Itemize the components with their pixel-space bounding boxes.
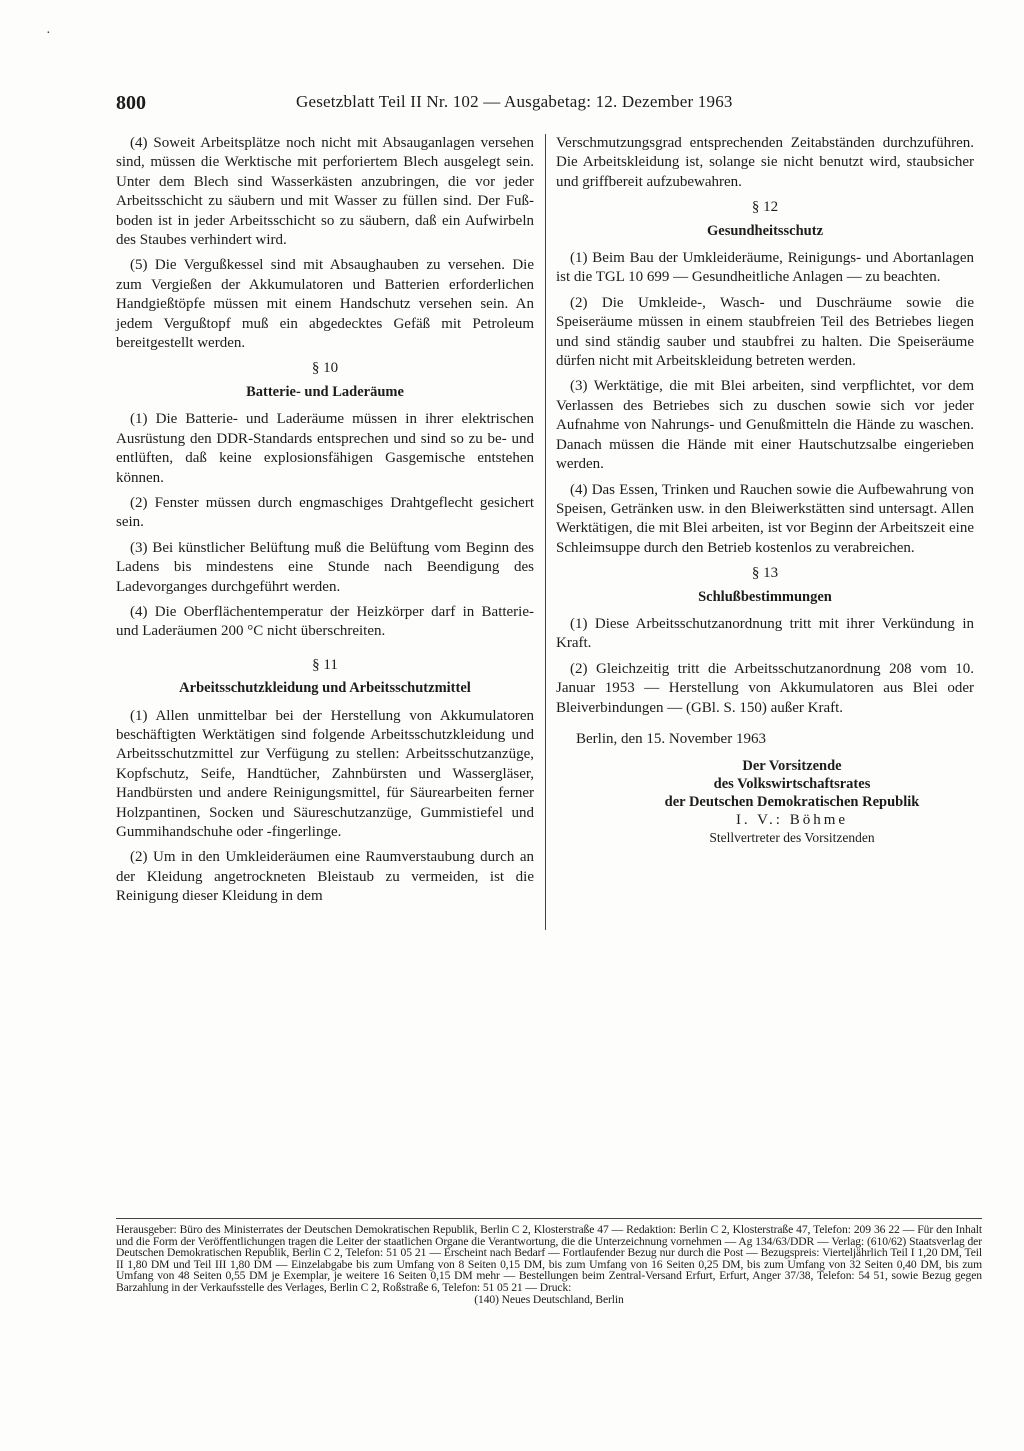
section-13-title: Schlußbestimmungen	[698, 588, 832, 605]
left-column	[116, 134, 534, 913]
paragraph-12-2: (2) Die Umkleide-, Wasch- und Duschräume sowie die Speiseräume müssen in einem staubfreien Teil des Betriebes liegen und sind ständig sauber und staubfrei zu halten. Die Speiseräume dürfen nicht mit Arbeitskleidung betreten werden.	[556, 294, 974, 370]
paragraph-13-1: (1) Diese Arbeitsschutzanordnung tritt mit ihrer Verkündung in Kraft.	[556, 615, 974, 652]
paragraph-11-2-continued: Verschmutzungsgrad entsprechenden Zeitabständen durchzuführen. Die Arbeitskleidung ist, solange sie nicht benutzt wird, staubsicher und griffbereit aufzubewahren.	[556, 135, 974, 190]
signatory-role: Stellvertreter des Vorsitzenden	[709, 830, 875, 846]
paragraph-9-5: (5) Die Vergußkessel sind mit Absaughauben zu versehen. Die zum Vergießen der Akkumulatoren und Batterien erforderlichen Handgießtöpfe müssen mit einem Handschutz versehen sein. An jedem Vergußtopf muß ein abgedecktes Gefäß mit Petroleum bereitgestellt werden.	[116, 257, 534, 352]
signature-title-line-1: Der Vorsitzende	[742, 758, 842, 775]
section-10-number: § 10	[311, 360, 339, 377]
imprint-printer: (140) Neues Deutschland, Berlin	[474, 1292, 624, 1306]
paragraph-12-1: (1) Beim Bau der Umkleideräume, Reinigungs- und Abortanlagen ist die TGL 10 699 — Gesundheitliche Anlagen — zu beachten.	[556, 250, 974, 286]
signature-block	[556, 757, 974, 847]
paragraph-9-4: (4) Soweit Arbeitsplätze noch nicht mit Absauganlagen versehen sind, müssen die Werktische mit perforiertem Blech ausgelegt sein. Unter dem Blech sind Wasserkästen anzubringen, die vor jeder Arbeitsschicht zu säubern und mit Wasser zu füllen sind. Der Fußboden ist in jeder Arbeitsschicht so zu säubern, daß ein Aufwirbeln des Staubes verhindert wird.	[116, 135, 534, 249]
signature-title-line-2: des Volkswirtschaftsrates	[713, 776, 871, 793]
paragraph-11-2: (2) Um in den Umkleideräumen eine Raumverstaubung durch an der Kleidung angetrockneten Bleistaub zu vermeiden, ist die Reinigung dieser Kleidung in dem	[116, 849, 534, 905]
signatory-name: I. V.: Böhme	[735, 812, 849, 829]
section-12-title: Gesundheitsschutz	[706, 222, 824, 239]
paragraph-12-3: (3) Werktätige, die mit Blei arbeiten, sind verpflichtet, vor dem Verlassen des Betriebes sich zu duschen sowie sich vor jeder Aufnahme von Nahrungs- und Genußmitteln die Hände zu waschen. Danach müssen die Hände mit einer Hautschutzsalbe eingerieben werden.	[556, 378, 974, 473]
paragraph-12-4: (4) Das Essen, Trinken und Rauchen sowie die Aufbewahrung von Speisen, Getränken usw. in den Bleiwerkstätten sind untersagt. Allen Werktätigen, die mit Blei arbeiten, ist vor Beginn der Arbeitszeit eine Schleimsuppe durch den Betrieb kostenlos zu verabreichen.	[556, 481, 974, 556]
scan-mark: ·	[46, 26, 51, 41]
section-11-title: Arbeitsschutzkleidung und Arbeitsschutzmittel	[179, 680, 471, 697]
section-12-number: § 12	[751, 199, 779, 216]
section-13-number: § 13	[751, 565, 779, 582]
paragraph-11-1: (1) Allen unmittelbar bei der Herstellung von Akkumulatoren beschäftigten Werktätigen sind folgende Arbeitsschutzkleidung und Arbeitsschutzmittel zur Verfügung zu stellen: Arbeitsschutzanzüge, Kopfschutz, Seife, Handtücher, Zahnbürsten und Wassergläser, Handbürsten und andere Reinigungsmittel, für Säurearbeiten ferner Holzpantinen, Socken und Säureschutzanzüge, Gummistiefel und Gummihandschuhe oder -fingerlinge.	[116, 707, 534, 840]
paragraph-10-3: (3) Bei künstlicher Belüftung muß die Belüftung vom Beginn des Ladens bis mindestens eine Stunde nach Beendigung des Ladevorganges durchgeführt werden.	[116, 539, 534, 595]
running-head: Gesetzblatt Teil II Nr. 102 — Ausgabetag: 12. Dezember 1963	[296, 92, 733, 111]
paragraph-13-2: (2) Gleichzeitig tritt die Arbeitsschutzanordnung 208 vom 10. Januar 1953 — Herstellung von Akkumulatoren aus Blei oder Bleiverbindungen — (GBl. S. 150) außer Kraft.	[556, 660, 974, 716]
signature-title-line-3: der Deutschen Demokratischen Republik	[664, 794, 920, 811]
page-header	[116, 92, 982, 118]
paragraph-10-1: (1) Die Batterie- und Laderäume müssen in ihrer elektrischen Ausrüstung den DDR-Standards entsprechen und sind so zu be- und entlüften, daß keine explosionsfähigen Gasgemische entstehen können.	[116, 411, 534, 486]
paragraph-10-4: (4) Die Oberflächentemperatur der Heizkörper darf in Batterie- und Laderäumen 200 °C nicht überschreiten.	[116, 603, 534, 640]
place-and-date: Berlin, den 15. November 1963	[576, 730, 766, 747]
imprint-divider	[116, 1218, 982, 1219]
section-11-number: § 11	[312, 656, 338, 673]
imprint-text: Herausgeber: Büro des Ministerrates der Deutschen Demokratischen Republik, Berlin C 2, Klosterstraße 47 — Redaktion: Berlin C 2, Klosterstraße 47, Telefon: 209 36 22 — Für den Inhalt und die Form der Veröffentlichungen tragen die Leiter der staatlichen Organe die Verantwortung, die die Unterzeichnung vornehmen — Ag 134/63/DDR — Verlag: (610/62) Staatsverlag der Deutschen Demokratischen Republik, Berlin C 2, Telefon: 51 05 21 — Erscheint nach Bedarf — Fortlaufender Bezug nur durch die Post — Bezugspreis: Vierteljährlich Teil I 1,20 DM, Teil II 1,80 DM und Teil III 1,80 DM — Einzelabgabe bis zum Umfang von 8 Seiten 0,15 DM, bis zum Umfang von 16 Seiten 0,25 DM, bis zum Umfang von 32 Seiten 0,40 DM, bis zum Umfang von 48 Seiten 0,55 DM je Exemplar, je weitere 16 Seiten 0,15 DM mehr — Bestellungen beim Zentral-Versand Erfurt, Erfurt, Anger 37/38, Telefon: 54 51, sowie Bezug gegen Barzahlung in der Verkaufsstelle des Verlages, Berlin C 2, Roßstraße 6, Telefon: 51 05 21 — Druck:	[116, 1223, 982, 1294]
section-10-title: Batterie- und Laderäume	[246, 383, 404, 400]
paragraph-10-2: (2) Fenster müssen durch engmaschiges Drahtgeflecht gesichert sein.	[116, 494, 534, 531]
column-divider	[545, 134, 546, 930]
page-number: 800	[116, 92, 146, 114]
imprint	[116, 1224, 982, 1305]
right-column	[556, 134, 974, 847]
